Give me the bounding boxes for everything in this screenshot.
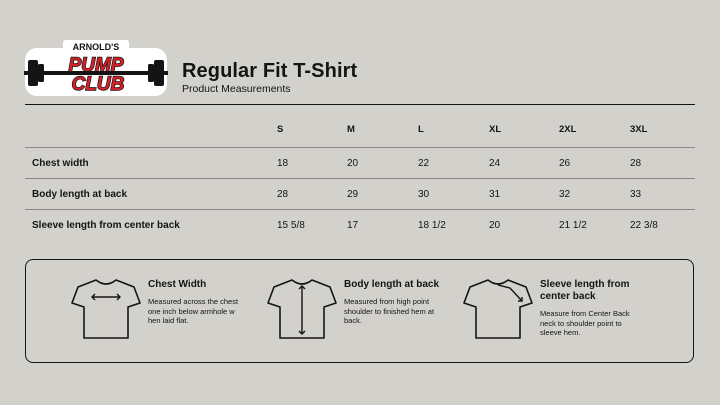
tshirt-sleeve-length-icon [462,276,534,342]
table-cell: 20 [347,148,418,179]
table-cell: 18 [277,148,347,179]
table-cell: 33 [630,179,695,210]
tshirt-body-length-icon [266,276,338,342]
tshirt-chest-icon [70,276,142,342]
table-cell: 21 1/2 [559,210,630,241]
table-row [25,148,695,179]
logo-line1: PUMP [68,55,124,76]
logo-line2: CLUB [71,74,125,95]
size-header: L [418,124,424,135]
table-row [25,179,695,210]
size-table [25,112,695,240]
guide-sleeve-title: Sleeve length from center back [540,279,630,302]
guide-chest-width [70,260,260,362]
table-cell: 24 [489,148,559,179]
header-divider [25,104,695,105]
size-header: 2XL [559,124,577,135]
row-label: Sleeve length from center back [25,210,277,241]
size-header: S [277,124,284,135]
table-cell: 31 [489,179,559,210]
guide-body-desc: Measured from high point shoulder to finished hem at back. [344,297,435,325]
table-cell: 29 [347,179,418,210]
page-subtitle: Product Measurements [182,83,291,95]
size-header-row [25,112,695,148]
table-cell: 18 1/2 [418,210,489,241]
guide-chest-title: Chest Width [148,279,207,290]
row-label: Body length at back [25,179,277,210]
guide-sleeve-desc: Measure from Center Back neck to shoulder point to sleeve hem. [540,309,630,337]
table-cell: 30 [418,179,489,210]
row-label: Chest width [25,148,277,179]
table-cell: 28 [277,179,347,210]
table-cell: 20 [489,210,559,241]
size-header: M [347,124,355,135]
table-cell: 28 [630,148,695,179]
size-header: XL [489,124,502,135]
corner-cell [25,112,277,148]
size-header: 3XL [630,124,648,135]
table-cell: 26 [559,148,630,179]
guide-chest-desc: Measured across the chest one inch below armhole w hen laid flat. [148,297,239,325]
logo-top-text: ARNOLD'S [72,42,120,52]
table-cell: 22 [418,148,489,179]
table-cell: 32 [559,179,630,210]
table-cell: 15 5/8 [277,210,347,241]
guide-body-length [266,260,456,362]
page-title: Regular Fit T-Shirt [182,60,358,82]
pump-club-logo [23,38,169,100]
table-cell: 17 [347,210,418,241]
table-cell: 22 3/8 [630,210,695,241]
table-row [25,210,695,241]
guide-body-title: Body length at back [344,279,440,290]
measurement-guide [25,259,694,363]
guide-sleeve-length [462,260,672,362]
